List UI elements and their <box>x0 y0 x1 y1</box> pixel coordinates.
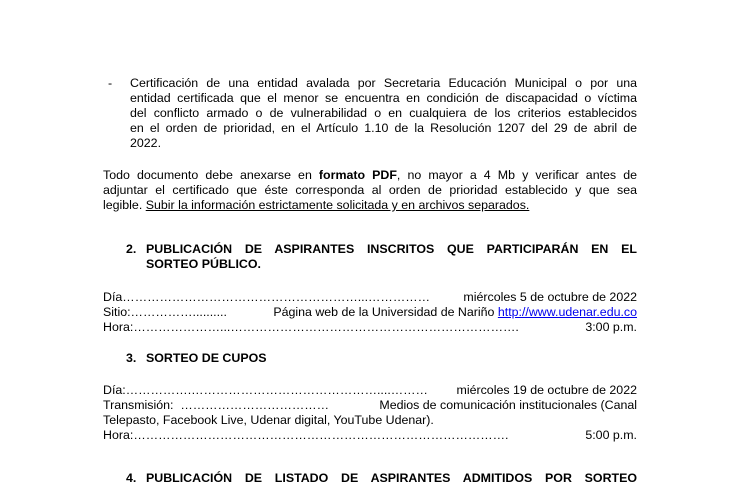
bullet-line-4: en el orden de prioridad, en el Artículo 1.10 de la Resolución 1207 del 29 de abril de <box>130 121 637 135</box>
section-2-dia-row <box>103 290 637 305</box>
section-2-title-line-1: PUBLICACIÓN DE ASPIRANTES INSCRITOS QUE PARTICIPARÁN EN EL <box>146 242 637 256</box>
bullet-marker: - <box>108 76 113 90</box>
note-format-bold: formato PDF <box>318 168 397 182</box>
sitio-text: Página web de la Universidad de Nariño <box>273 305 498 319</box>
dot-leader: …………….………………………………………....……… <box>125 383 428 397</box>
section-3-number: 3. <box>126 351 137 365</box>
note-underlined: Subir la información estrictamente solicitada y en archivos separados. <box>145 198 530 212</box>
udenar-link[interactable]: http://www.udenar.edu.co <box>497 305 637 319</box>
hora-label: Hora: <box>103 320 134 334</box>
dia-value: miércoles 5 de octubre de 2022 <box>463 290 637 304</box>
dot-leader: …………….......... <box>130 305 227 319</box>
transmision-label: Transmisión: <box>103 398 181 412</box>
sitio-value <box>273 305 637 320</box>
note-line-3 <box>103 198 529 213</box>
section-2-hora-row <box>103 320 637 335</box>
dia-label: Día: <box>103 383 126 397</box>
dot-leader: ……………………………… <box>180 398 330 412</box>
hora-value: 5:00 p.m. <box>585 428 637 442</box>
hora-value: 3:00 p.m. <box>585 320 637 334</box>
section-3-hora-row <box>103 428 637 443</box>
bullet-line-5: 2022. <box>130 136 162 150</box>
section-3-dia-row <box>103 383 637 398</box>
bullet-line-1: Certificación de una entidad avalada por Secretaria Educación Municipal o por una <box>130 76 637 90</box>
note-line-2: adjuntar el certificado que éste corresponda al orden de prioridad establecido y que sea <box>103 183 637 197</box>
dot-leader: …………………………………………………...…………… <box>122 290 430 304</box>
section-3-title: SORTEO DE CUPOS <box>146 351 267 365</box>
section-2-sitio-row <box>103 305 637 320</box>
dot-leader: …………………...……………………………………………………………. <box>133 320 519 334</box>
dia-label: Día <box>103 290 123 304</box>
section-3-transmision-row <box>103 398 637 413</box>
bullet-line-2: entidad certificada que el menor se encuentra en condición de discapacidad o víctima <box>130 91 637 105</box>
section-4-number: 4. <box>126 471 137 485</box>
section-4-title: PUBLICACIÓN DE LISTADO DE ASPIRANTES ADMITIDOS POR SORTEO <box>146 471 637 485</box>
note-line-1-post: , no mayor a 4 Mb y verificar antes de <box>396 168 637 182</box>
dot-leader: ………………………………………………………………………………. <box>133 428 509 442</box>
note-line-1 <box>103 168 637 183</box>
section-2-number: 2. <box>126 242 137 256</box>
transmision-value: Medios de comunicación institucionales (Canal <box>379 398 637 412</box>
transmision-line-2: Telepasto, Facebook Live, Udenar digital, YouTube Udenar). <box>103 413 434 427</box>
note-line-3-pre: legible. <box>103 198 146 212</box>
note-line-1-pre: Todo documento debe anexarse en <box>103 168 319 182</box>
hora-label: Hora: <box>103 428 134 442</box>
section-2-title-line-2: SORTEO PÚBLICO. <box>146 257 261 271</box>
sitio-label: Sitio: <box>103 305 131 319</box>
dia-value: miércoles 19 de octubre de 2022 <box>456 383 637 397</box>
bullet-line-3: del conflicto armado o de vulnerabilidad o en cualquiera de los criterios establecidos <box>130 106 637 120</box>
